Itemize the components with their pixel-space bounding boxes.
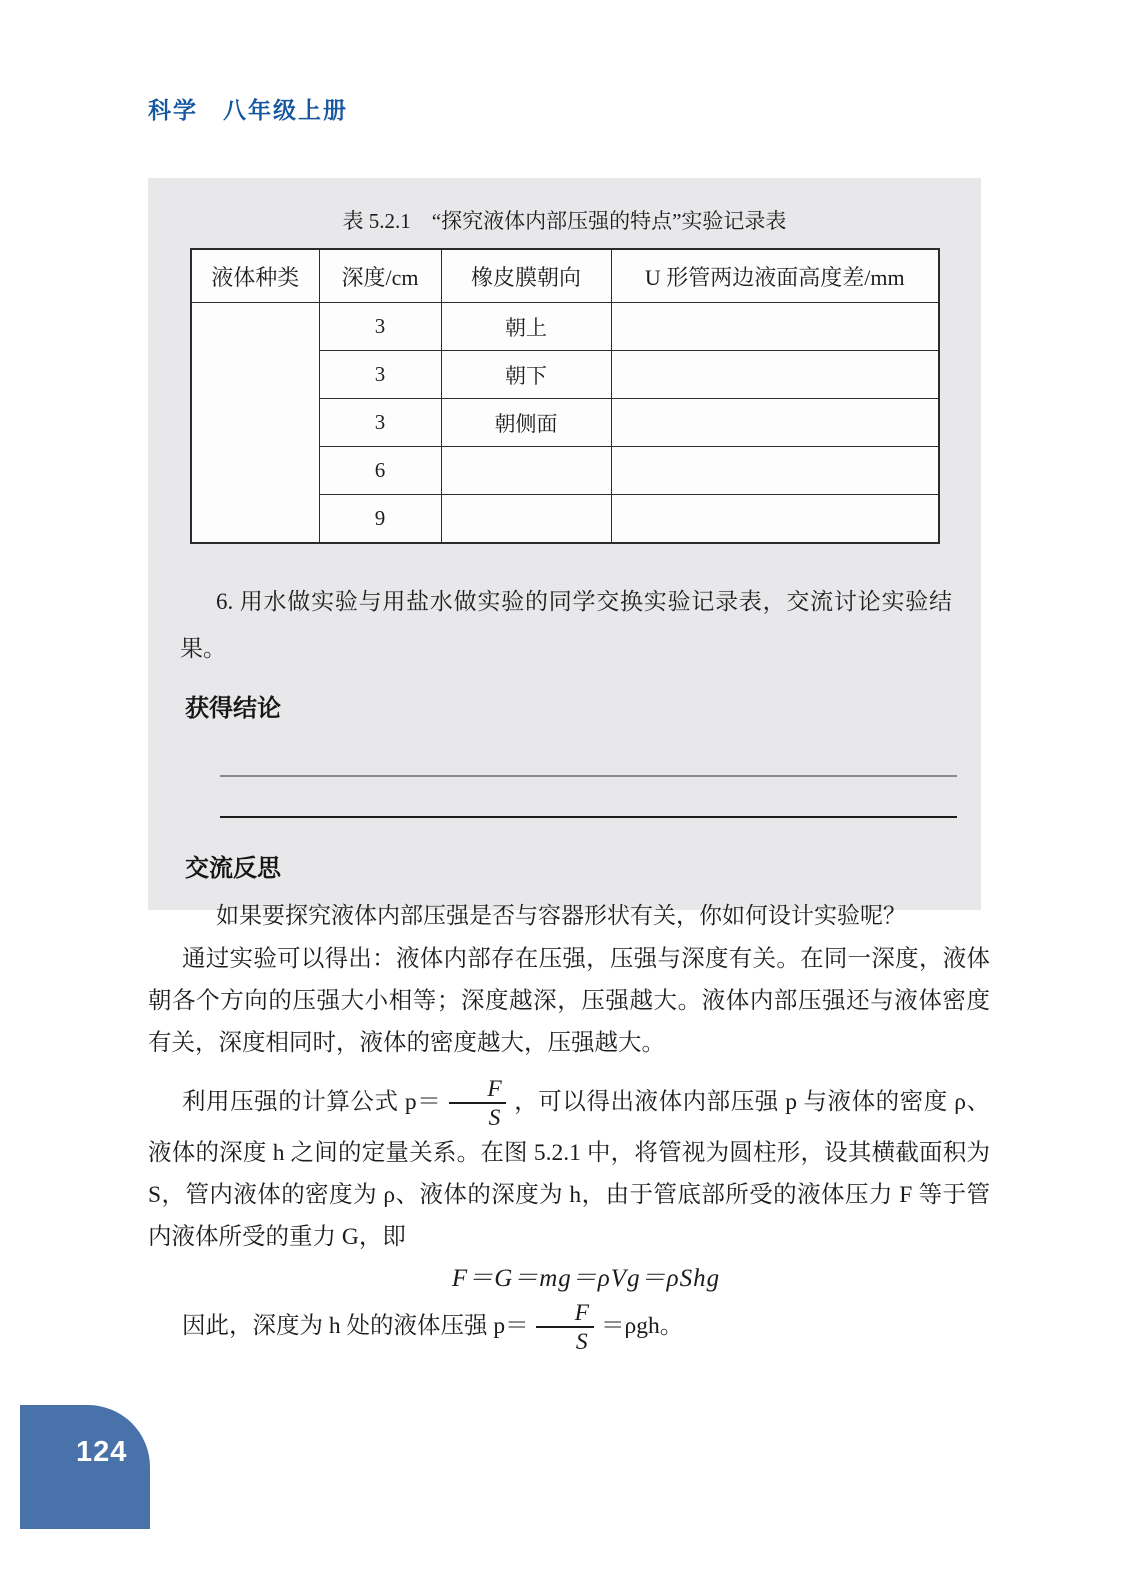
activity-box [148,178,981,928]
column-header-membrane-direction: 橡皮膜朝向 [441,249,611,303]
paragraph-pressure-result [148,1300,990,1356]
reflection-question: 如果要探究液体内部压强是否与容器形状有关，你如何设计实验呢？ [216,903,906,928]
fraction-numerator: F [487,1076,502,1102]
step-6-instruction: 6. 用水做实验与用盐水做实验的同学交换实验记录表，交流讨论实验结果。 [180,589,952,661]
experiment-record-table [190,248,940,544]
paragraph-formula-derivation [148,1076,990,1258]
table-header-row [191,249,939,303]
fraction-numerator: F [574,1299,589,1326]
depth-cell: 3 [319,399,441,447]
height-diff-cell [611,495,939,544]
paragraph-experiment-conclusion: 通过实验可以得出：液体内部存在压强，压强与深度有关。在同一深度，液体朝各个方向的压强大小相等；深度越深，压强越大。液体内部压强还与液体密度有关，深度相同时，液体的密度越大，压强越大。 [148,946,990,1056]
answer-blank-line [220,775,957,777]
height-diff-cell [611,303,939,351]
direction-cell [441,447,611,495]
page-number-box [20,1405,150,1529]
liquid-type-cell [191,303,319,544]
table-caption: 表 5.2.1 “探究液体内部压强的特点”实验记录表 [342,209,787,233]
body-text [148,938,990,1355]
conclusion-heading: 获得结论 [185,695,281,722]
fraction-denominator: S [449,1102,507,1131]
direction-cell: 朝下 [441,351,611,399]
book-header-title: 科学 八年级上册 [148,97,348,123]
table-row [191,303,939,351]
paragraph2-text-before: 利用压强的计算公式 p＝ [182,1089,442,1116]
depth-cell: 6 [319,447,441,495]
column-header-depth: 深度/cm [319,249,441,303]
column-header-liquid-type: 液体种类 [191,249,319,303]
direction-cell [441,495,611,544]
display-formula: F＝G＝mg＝ρVg＝ρShg [451,1264,721,1292]
page-number: 124 [76,1436,128,1468]
height-diff-cell [611,447,939,495]
paragraph2-text-after: ，可以得出液体内部压强 p 与液体的密度 ρ、液体的深度 h 之间的定量关系。在图 5.2.1 中，将管视为圆柱形，设其横截面积为 S，管内液体的密度为 ρ、液体的深度为 h，由于管底部所受的液体压力 F 等于管内液体所受的重力 G，即 [148,1089,991,1250]
depth-cell: 9 [319,495,441,544]
reflection-heading: 交流反思 [185,855,281,882]
fraction-F-over-S [447,1076,507,1132]
depth-cell: 3 [319,303,441,351]
height-diff-cell [611,351,939,399]
column-header-utube-diff: U 形管两边液面高度差/mm [611,249,939,303]
conclusion-text-after: ＝ρgh。 [600,1312,684,1339]
fraction-F-over-S [535,1300,595,1356]
fraction-denominator: S [536,1326,594,1355]
direction-cell: 朝上 [441,303,611,351]
answer-blank-line [220,816,957,818]
depth-cell: 3 [319,351,441,399]
conclusion-text-before: 因此，深度为 h 处的液体压强 p＝ [182,1312,529,1339]
height-diff-cell [611,399,939,447]
direction-cell: 朝侧面 [441,399,611,447]
